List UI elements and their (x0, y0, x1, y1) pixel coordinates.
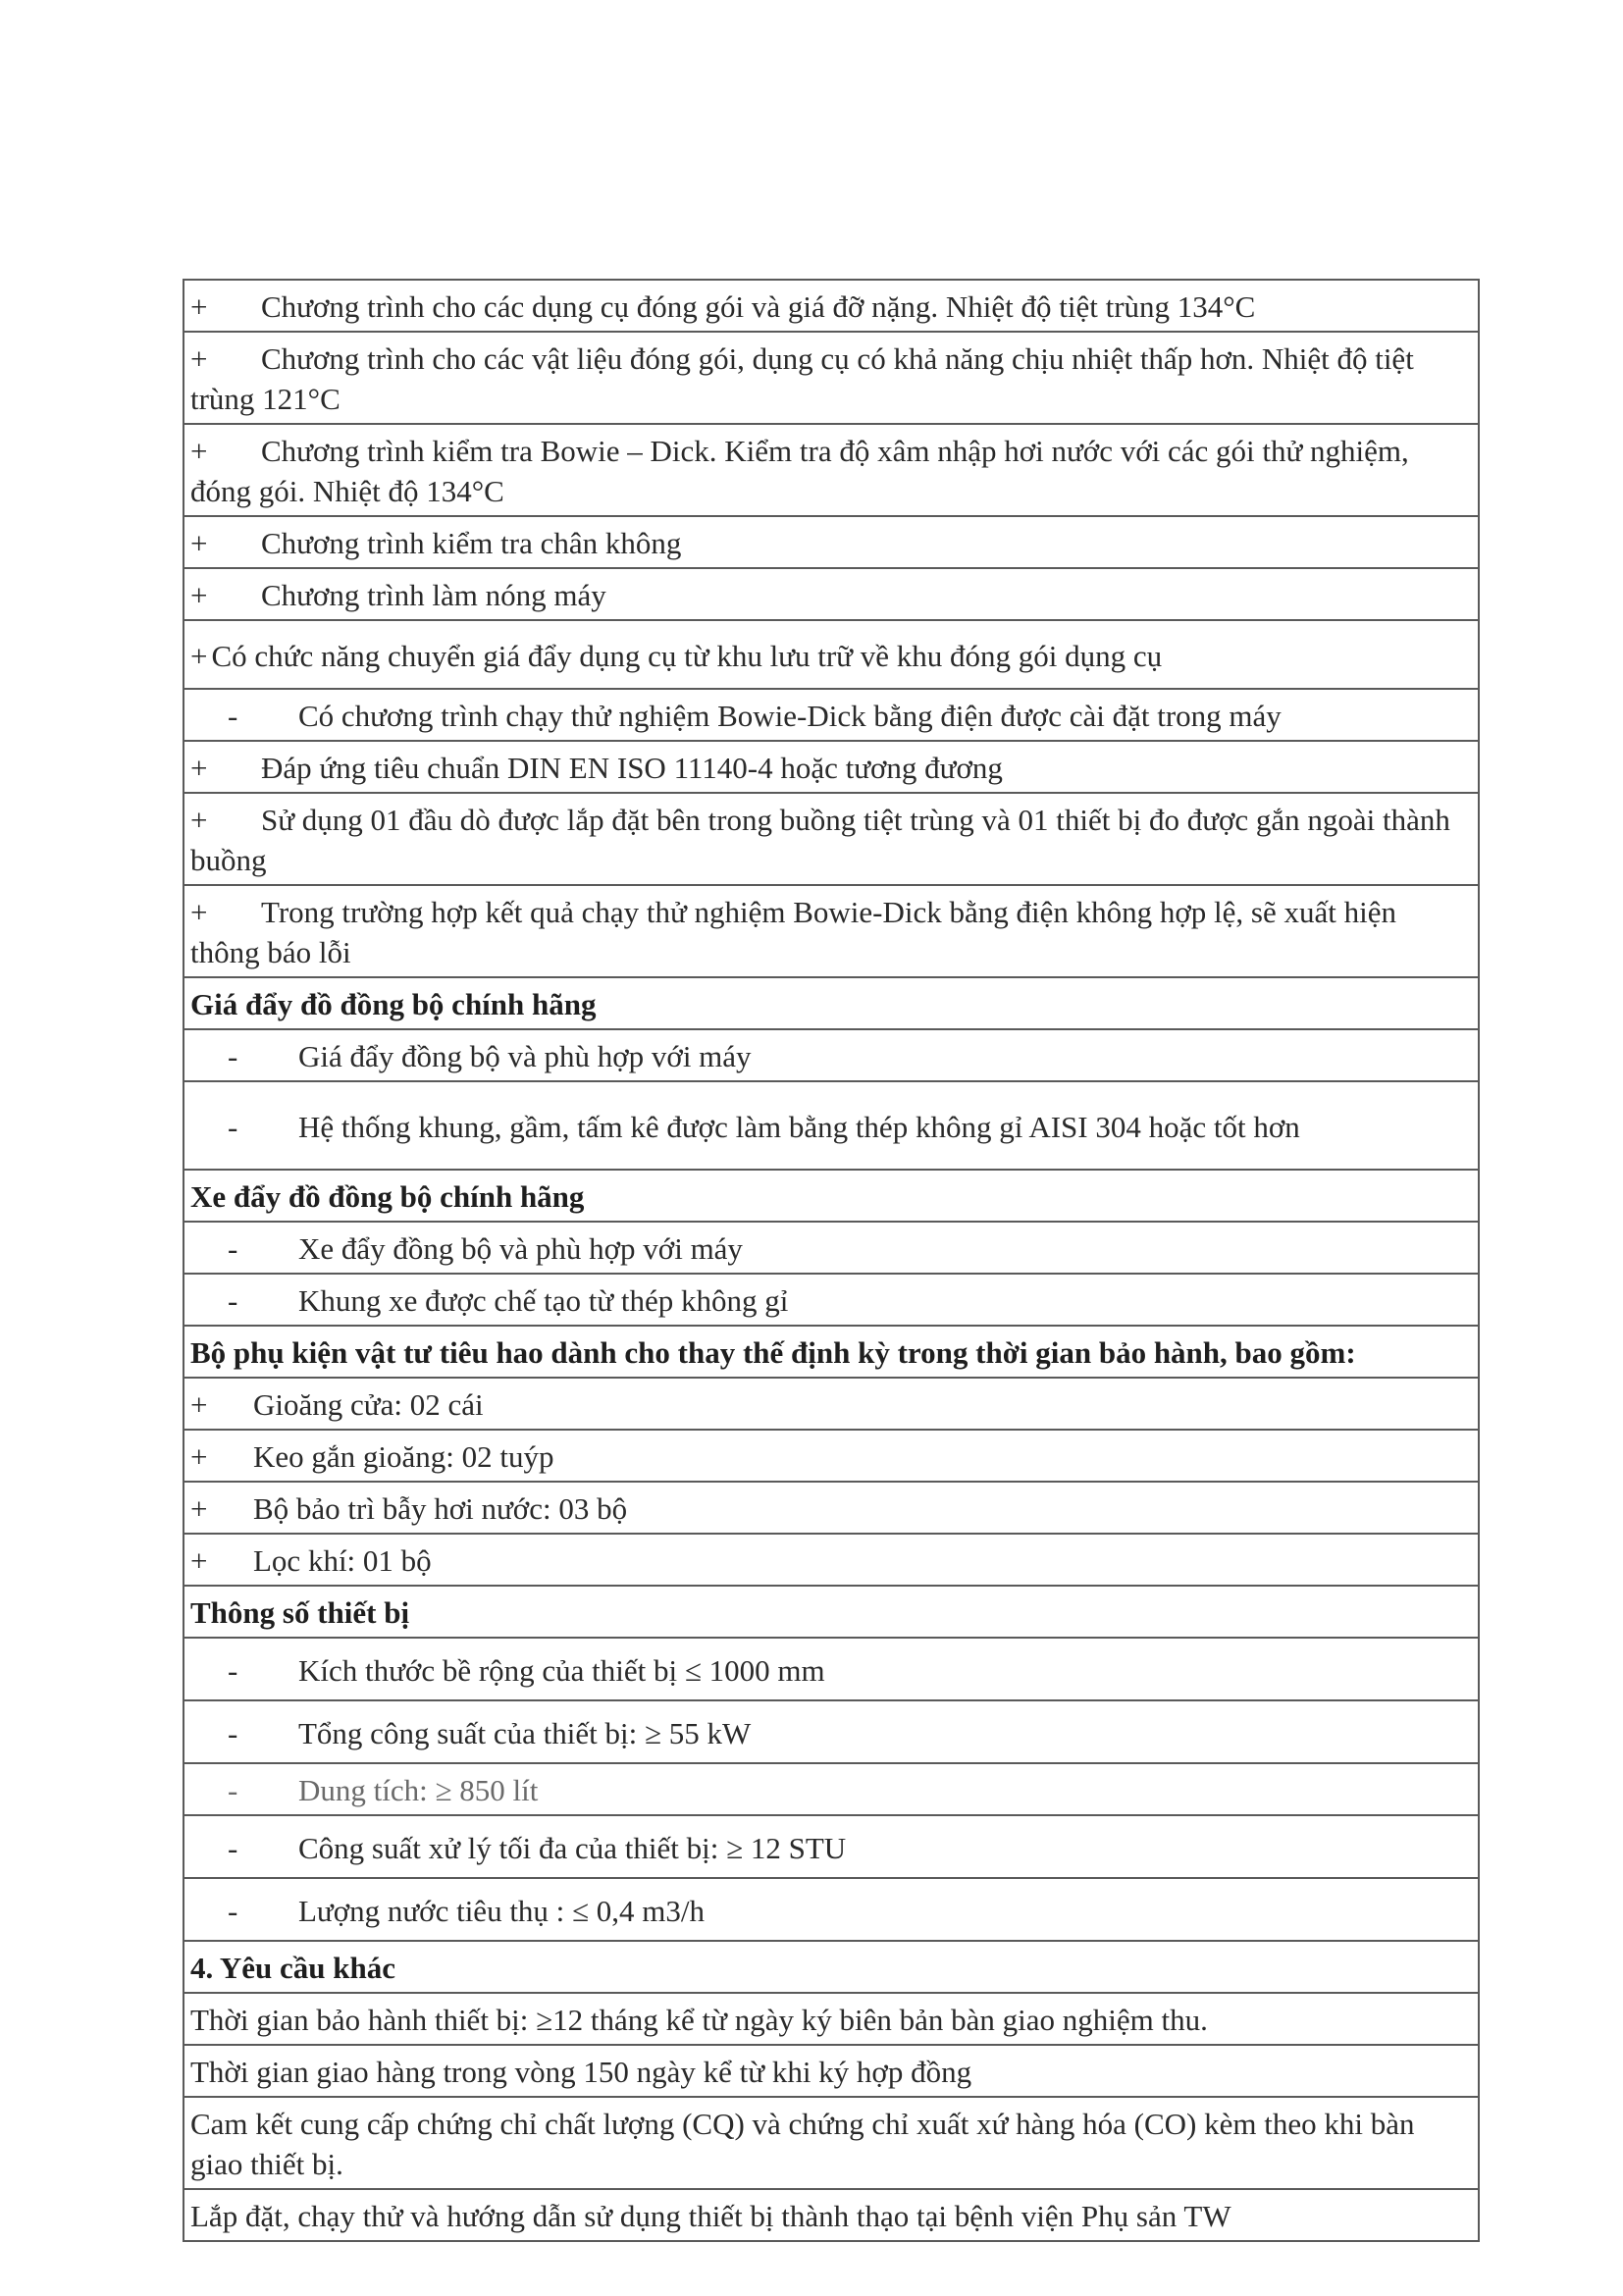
plus-marker: + (190, 803, 208, 837)
row-cell (183, 1222, 1479, 1274)
table-row (183, 1586, 1479, 1638)
table-row (183, 568, 1479, 620)
row-cell (183, 1878, 1479, 1941)
row-cell (183, 1081, 1479, 1170)
row-cell (183, 885, 1479, 977)
row-cell: Lắp đặt, chạy thử và hướng dẫn sử dụng thiết bị thành thạo tại bệnh viện Phụ sản TW (183, 2189, 1479, 2241)
row-text: Công suất xử lý tối đa của thiết bị: ≥ 12 STU (298, 1830, 847, 1865)
row-text: Dung tích: ≥ 850 lít (298, 1773, 539, 1807)
table-row (183, 2097, 1479, 2189)
row-cell (183, 741, 1479, 793)
row-text: Chương trình cho các vật liệu đóng gói, dụng cụ có khả năng chịu nhiệt thấp hơn. Nhiệt độ tiệt trùng 121°C (190, 341, 1414, 416)
table-row (183, 1815, 1479, 1878)
row-text: Lượng nước tiêu thụ : ≤ 0,4 m3/h (298, 1893, 706, 1928)
row-text: Chương trình cho các dụng cụ đóng gói và giá đỡ nặng. Nhiệt độ tiệt trùng 134°C (261, 289, 1256, 324)
row-text: Kích thước bề rộng của thiết bị ≤ 1000 mm (298, 1652, 825, 1688)
row-text: Lọc khí: 01 bộ (253, 1543, 432, 1578)
spec-table (183, 279, 1480, 2242)
table-row (183, 1170, 1479, 1222)
plus-marker: + (190, 1491, 208, 1526)
row-cell (183, 1638, 1479, 1700)
table-row (183, 1993, 1479, 2045)
row-text: Keo gắn gioăng: 02 tuýp (253, 1439, 554, 1474)
section-heading: Bộ phụ kiện vật tư tiêu hao dành cho thay thế định kỳ trong thời gian bảo hành, bao gồm: (183, 1326, 1479, 1378)
dash-marker: - (228, 1830, 238, 1865)
table-row (183, 1700, 1479, 1763)
table-row (183, 2189, 1479, 2241)
dash-marker: - (228, 1773, 238, 1807)
dash-marker: - (228, 1231, 238, 1266)
row-cell (183, 568, 1479, 620)
table-row (183, 741, 1479, 793)
plus-marker: + (190, 1543, 208, 1578)
row-text: Chương trình kiểm tra Bowie – Dick. Kiểm tra độ xâm nhập hơi nước với các gói thử nghiệm, đóng gói. Nhiệt độ 134°C (190, 434, 1409, 508)
section-heading: 4. Yêu cầu khác (183, 1941, 1479, 1993)
table-row (183, 1482, 1479, 1534)
row-text: Khung xe được chế tạo từ thép không gỉ (298, 1283, 789, 1318)
plus-marker: + (190, 526, 208, 560)
table-row (183, 1081, 1479, 1170)
dash-marker: - (228, 1283, 238, 1318)
row-cell (183, 1274, 1479, 1326)
plus-marker: + (190, 289, 208, 324)
plus-marker: + (190, 895, 208, 929)
dash-marker: - (228, 1893, 238, 1928)
table-row (183, 977, 1479, 1029)
table-row (183, 1274, 1479, 1326)
row-cell (183, 689, 1479, 741)
row-cell: Cam kết cung cấp chứng chỉ chất lượng (CQ) và chứng chỉ xuất xứ hàng hóa (CO) kèm theo khi bàn giao thiết bị. (183, 2097, 1479, 2189)
table-row (183, 620, 1479, 689)
table-row (183, 1763, 1479, 1815)
table-row (183, 1222, 1479, 1274)
row-text: Hệ thống khung, gầm, tấm kê được làm bằng thép không gỉ AISI 304 hoặc tốt hơn (298, 1109, 1300, 1144)
row-text: Đáp ứng tiêu chuẩn DIN EN ISO 11140-4 hoặc tương đương (261, 751, 1003, 785)
table-row (183, 424, 1479, 516)
table-row (183, 1638, 1479, 1700)
row-cell (183, 620, 1479, 689)
row-text: Có chức năng chuyển giá đẩy dụng cụ từ khu lưu trữ về khu đóng gói dụng cụ (211, 638, 1163, 673)
row-cell (183, 424, 1479, 516)
plus-marker: + (190, 434, 208, 468)
table-row (183, 1534, 1479, 1586)
row-cell (183, 1534, 1479, 1586)
plus-marker: + (190, 1439, 208, 1474)
row-cell (183, 793, 1479, 885)
row-cell (183, 1700, 1479, 1763)
dash-marker: - (228, 1039, 238, 1073)
row-cell (183, 1378, 1479, 1430)
row-text: Chương trình kiểm tra chân không (261, 526, 682, 560)
row-cell: Thời gian giao hàng trong vòng 150 ngày kể từ khi ký hợp đồng (183, 2045, 1479, 2097)
section-heading: Thông số thiết bị (183, 1586, 1479, 1638)
row-text: Có chương trình chạy thử nghiệm Bowie-Dick bằng điện được cài đặt trong máy (298, 699, 1282, 733)
dash-marker: - (228, 699, 238, 733)
table-row (183, 689, 1479, 741)
table-row (183, 1430, 1479, 1482)
plus-marker: + (190, 751, 208, 785)
row-cell (183, 1763, 1479, 1815)
dash-marker: - (228, 1652, 238, 1688)
plus-marker: + (190, 638, 208, 673)
row-cell (183, 1815, 1479, 1878)
row-text: Bộ bảo trì bẫy hơi nước: 03 bộ (253, 1491, 628, 1526)
row-text: Trong trường hợp kết quả chạy thử nghiệm Bowie-Dick bằng điện không hợp lệ, sẽ xuất hiện thông báo lỗi (190, 895, 1396, 969)
section-heading: Giá đẩy đồ đồng bộ chính hãng (183, 977, 1479, 1029)
table-row (183, 1878, 1479, 1941)
row-text: Gioăng cửa: 02 cái (253, 1387, 484, 1422)
section-heading: Xe đẩy đồ đồng bộ chính hãng (183, 1170, 1479, 1222)
row-cell (183, 280, 1479, 332)
table-row (183, 1941, 1479, 1993)
plus-marker: + (190, 578, 208, 612)
row-cell (183, 516, 1479, 568)
table-row (183, 516, 1479, 568)
row-cell (183, 1029, 1479, 1081)
row-cell: Thời gian bảo hành thiết bị: ≥12 tháng kể từ ngày ký biên bản bàn giao nghiệm thu. (183, 1993, 1479, 2045)
table-row (183, 1326, 1479, 1378)
table-row (183, 2045, 1479, 2097)
table-row (183, 1029, 1479, 1081)
plus-marker: + (190, 1387, 208, 1422)
row-cell (183, 1482, 1479, 1534)
row-text: Chương trình làm nóng máy (261, 578, 606, 612)
row-text: Tổng công suất của thiết bị: ≥ 55 kW (298, 1715, 752, 1750)
row-text: Giá đẩy đồng bộ và phù hợp với máy (298, 1039, 752, 1073)
dash-marker: - (228, 1109, 238, 1144)
dash-marker: - (228, 1715, 238, 1750)
table-row (183, 793, 1479, 885)
table-row (183, 332, 1479, 424)
plus-marker: + (190, 341, 208, 376)
row-text: Sử dụng 01 đầu dò được lắp đặt bên trong buồng tiệt trùng và 01 thiết bị đo được gắn ngoài thành buồng (190, 803, 1450, 877)
row-cell (183, 332, 1479, 424)
row-cell (183, 1430, 1479, 1482)
row-text: Xe đẩy đồng bộ và phù hợp với máy (298, 1231, 743, 1266)
table-row (183, 280, 1479, 332)
table-row (183, 1378, 1479, 1430)
table-row (183, 885, 1479, 977)
